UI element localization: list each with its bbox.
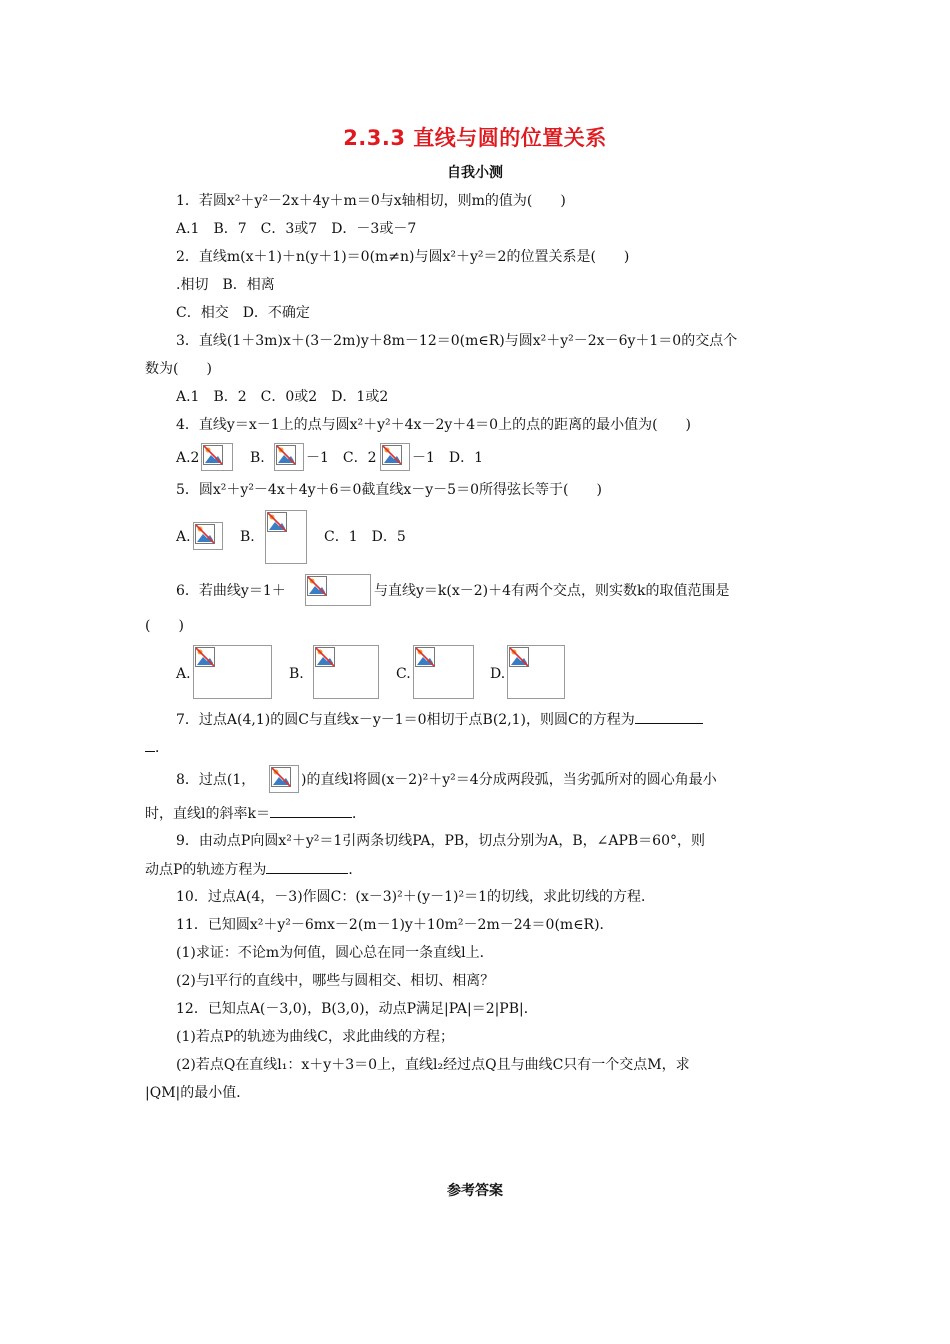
question-4: 4．直线y＝x－1上的点与圆x²＋y²＋4x－2y＋4＝0上的点的距离的最小值为( ) — [176, 417, 692, 433]
question-3-options: A.1 B．2 C．0或2 D．1或2 — [176, 389, 389, 405]
broken-image-icon — [305, 574, 371, 606]
question-6-option-b: B. — [289, 666, 304, 682]
question-4-option-a: A.2 — [176, 450, 200, 466]
answer-blank — [145, 737, 155, 752]
question-5-option-a: A. — [176, 529, 191, 545]
question-8-part-1: 8．过点(1， — [176, 772, 256, 788]
question-11-part-2: (2)与l平行的直线中，哪些与圆相交、相切、相离？ — [176, 973, 495, 989]
question-6-part-3: ( ) — [145, 618, 184, 634]
question-12-part-1: (1)若点P的轨迹为曲线C，求此曲线的方程； — [176, 1029, 454, 1045]
section-heading: 自我小测 — [447, 165, 503, 181]
question-12-part-2-line-1: (2)若点Q在直线l₁：x＋y＋3＝0上，直线l₂经过点Q且与曲线C只有一个交点M，求 — [176, 1057, 690, 1073]
question-8-period: ． — [351, 806, 366, 822]
page-title: 2.3.3 直线与圆的位置关系 — [343, 126, 607, 150]
question-9-period: ． — [348, 862, 363, 878]
question-1: 1．若圆x²＋y²－2x＋4y＋m＝0与x轴相切，则m的值为( ) — [176, 193, 566, 209]
question-6-option-a: A. — [176, 666, 191, 682]
answer-blank — [635, 709, 703, 724]
question-6-part-2: 与直线y＝k(x－2)＋4有两个交点，则实数k的取值范围是 — [374, 583, 730, 599]
answer-blank — [266, 859, 348, 874]
question-5-option-b: B. — [240, 529, 255, 545]
question-9-line-2 — [145, 859, 362, 880]
question-8-line-2 — [145, 803, 366, 824]
question-7-end — [145, 737, 169, 758]
question-8-part-2: )的直线l将圆(x－2)²＋y²＝4分成两段弧，当劣弧所对的圆心角最小 — [301, 772, 717, 788]
broken-image-icon — [193, 645, 272, 699]
question-6-option-c: C. — [396, 666, 411, 682]
question-7 — [176, 709, 703, 730]
question-1-options: A.1 B．7 C．3或7 D．－3或－7 — [176, 221, 417, 237]
broken-image-icon — [265, 510, 307, 564]
question-4-option-c: －1 C．2 — [306, 450, 377, 466]
question-2-options-ab: .相切 B．相离 — [176, 277, 275, 293]
answer-blank — [270, 803, 352, 818]
question-3-line-2: 数为( ) — [145, 361, 212, 377]
question-10: 10．过点A(4，－3)作圆C：(x－3)²＋(y－1)²＝1的切线，求此切线的方程． — [176, 889, 655, 905]
question-6-part-1: 6．若曲线y＝1＋ — [176, 583, 286, 599]
question-11-part-1: (1)求证：不论m为何值，圆心总在同一条直线l上． — [176, 945, 494, 961]
broken-image-icon — [413, 645, 474, 699]
answers-heading: 参考答案 — [447, 1183, 503, 1199]
question-4-option-d: －1 D．1 — [412, 450, 484, 466]
broken-image-icon — [193, 522, 223, 550]
question-9-line-1: 9．由动点P向圆x²＋y²＝1引两条切线PA，PB，切点分别为A，B，∠APB＝60°，则 — [176, 833, 705, 849]
broken-image-icon — [313, 645, 379, 699]
question-5: 5．圆x²＋y²－4x＋4y＋6＝0截直线x－y－5＝0所得弦长等于( ) — [176, 482, 602, 498]
question-8-text: 时，直线l的斜率k＝ — [145, 806, 270, 822]
question-7-period: ． — [155, 740, 169, 756]
broken-image-icon — [380, 443, 410, 471]
question-11: 11．已知圆x²＋y²－6mx－2(m－1)y＋10m²－2m－24＝0(m∈R)． — [176, 917, 614, 933]
broken-image-icon — [269, 765, 299, 793]
broken-image-icon — [274, 443, 304, 471]
question-2: 2．直线m(x＋1)＋n(y＋1)＝0(m≠n)与圆x²＋y²＝2的位置关系是( ) — [176, 249, 630, 265]
question-3-line-1: 3．直线(1＋3m)x＋(3－2m)y＋8m－12＝0(m∈R)与圆x²＋y²－2x－6y＋1＝0的交点个 — [176, 333, 738, 349]
question-2-options-cd: C．相交 D．不确定 — [176, 305, 310, 321]
question-6-option-d: D. — [490, 666, 506, 682]
question-12-part-2-line-2: |QM|的最小值． — [145, 1085, 251, 1101]
question-9-text: 动点P的轨迹方程为 — [145, 862, 267, 878]
question-7-text: 7．过点A(4,1)的圆C与直线x－y－1＝0相切于点B(2,1)，则圆C的方程为 — [176, 712, 635, 728]
broken-image-icon — [507, 645, 565, 699]
broken-image-icon — [201, 443, 233, 471]
question-4-option-b: B. — [250, 450, 265, 466]
question-5-options-cd: C．1 D．5 — [324, 529, 406, 545]
question-12: 12．已知点A(－3,0)，B(3,0)，动点P满足|PA|＝2|PB|． — [176, 1001, 538, 1017]
